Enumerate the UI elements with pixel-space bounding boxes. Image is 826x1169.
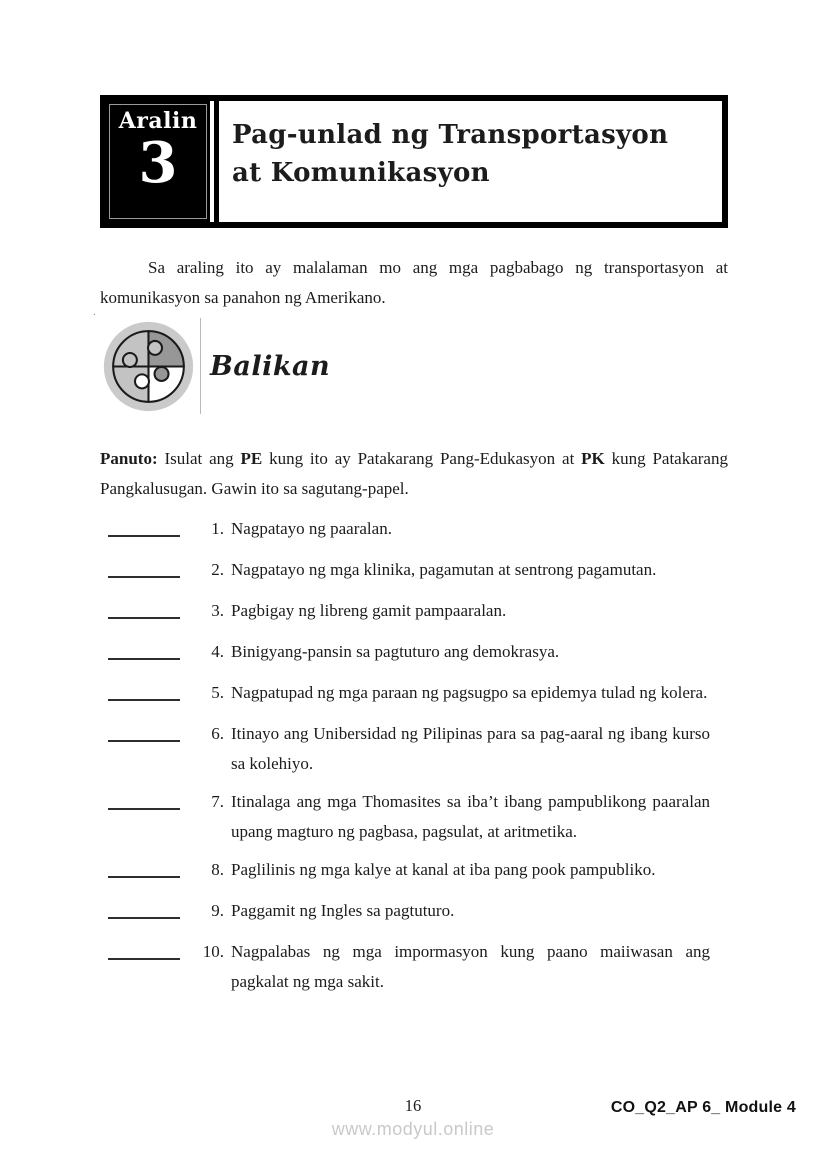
vertical-divider xyxy=(200,318,201,414)
quiz-item xyxy=(100,719,728,779)
directions-paragraph xyxy=(100,444,728,504)
puzzle-icon xyxy=(102,320,195,413)
item-text: Binigyang-pansin sa pagtuturo ang demokrasya. xyxy=(231,642,560,661)
intro-paragraph: Sa araling ito ay malalaman mo ang mga pagbabago ng transportasyon at komunikasyon sa panahon ng Amerikano. xyxy=(100,258,728,307)
item-number: 4. xyxy=(211,642,224,661)
lesson-badge-number: 3 xyxy=(138,130,178,196)
quiz-item xyxy=(100,514,728,547)
quiz-item xyxy=(100,678,728,711)
panuto-bold-pe: PE xyxy=(240,449,263,468)
answer-blank xyxy=(100,719,197,779)
item-text: Nagpatayo ng mga klinika, pagamutan at sentrong pagamutan. xyxy=(231,560,657,579)
answer-blank xyxy=(100,514,197,547)
item-number: 3. xyxy=(211,601,224,620)
item-text: Nagpatupad ng mga paraan ng pagsugpo sa epidemya tulad ng kolera. xyxy=(231,683,708,702)
quiz-item xyxy=(100,896,728,929)
item-number: 9. xyxy=(211,901,224,920)
item-text: Itinalaga ang mga Thomasites sa iba’t ibang pampublikong paaralan upang magturo ng pagbasa, pagsulat, at aritmetika. xyxy=(231,792,710,841)
quiz-item xyxy=(100,787,728,847)
answer-blank xyxy=(100,896,197,929)
answer-blank xyxy=(100,678,197,711)
watermark: www.modyul.online xyxy=(331,1119,495,1139)
panuto-bold-pk: PK xyxy=(581,449,605,468)
answer-blank xyxy=(100,937,197,997)
lesson-title-line1: Pag-unlad ng Transportasyon xyxy=(232,120,669,150)
item-number: 10. xyxy=(202,942,224,961)
page-number: 16 xyxy=(404,1096,422,1115)
section-title: Balikan xyxy=(210,350,331,382)
item-number: 1. xyxy=(211,519,224,538)
quiz-item xyxy=(100,637,728,670)
panuto-label: Panuto: xyxy=(100,449,158,468)
item-text: Pagbigay ng libreng gamit pampaaralan. xyxy=(231,601,507,620)
quiz-item xyxy=(100,555,728,588)
item-text: Nagpatayo ng paaralan. xyxy=(231,519,392,538)
item-text: Itinayo ang Unibersidad ng Pilipinas para sa pag-aaral ng ibang kurso sa kolehiyo. xyxy=(231,724,710,773)
panuto-part1: Isulat ang xyxy=(157,449,241,468)
lesson-number-badge xyxy=(106,101,210,222)
quiz-item xyxy=(100,596,728,629)
item-number: 8. xyxy=(211,860,224,879)
quiz-item xyxy=(100,937,728,997)
lesson-title xyxy=(214,101,722,222)
answer-blank xyxy=(100,555,197,588)
item-text: Nagpalabas ng mga impormasyon kung paano maiiwasan ang pagkalat ng mga sakit. xyxy=(231,942,710,991)
stray-mark: . xyxy=(93,306,96,318)
item-number: 2. xyxy=(211,560,224,579)
module-code: CO_Q2_AP 6_ Module 4 xyxy=(610,1099,796,1116)
quiz-list xyxy=(100,514,728,1005)
balikan-section-header xyxy=(102,318,330,414)
quiz-item xyxy=(100,855,728,888)
panuto-part2: kung ito ay Patakarang Pang-Edukasyon at xyxy=(262,449,582,468)
item-number: 6. xyxy=(211,724,224,743)
panuto-part3: kung Patakarang Pangkalusugan. Gawin ito sa sagutang-papel. xyxy=(100,449,728,498)
answer-blank xyxy=(100,596,197,629)
item-text: Paggamit ng Ingles sa pagtuturo. xyxy=(231,901,455,920)
lesson-badge-label: Aralin xyxy=(118,108,198,134)
lesson-title-line2: at Komunikasyon xyxy=(232,158,490,188)
item-number: 7. xyxy=(211,792,224,811)
item-text: Paglilinis ng mga kalye at kanal at iba pang pook pampubliko. xyxy=(231,860,656,879)
lesson-header xyxy=(100,95,728,228)
answer-blank xyxy=(100,787,197,847)
answer-blank xyxy=(100,855,197,888)
answer-blank xyxy=(100,637,197,670)
item-number: 5. xyxy=(211,683,224,702)
